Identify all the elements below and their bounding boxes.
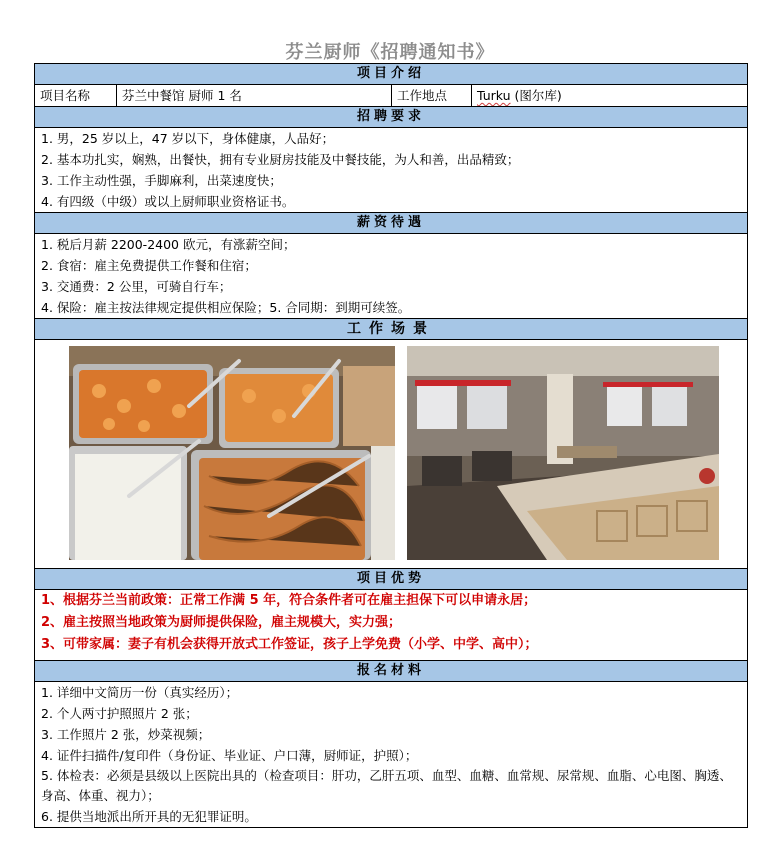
project-name-label: 项目名称 [35, 85, 117, 106]
location-cn: (图尔库) [510, 88, 562, 103]
advantage-item: 1、根据芬兰当前政策：正常工作满 5 年，符合条件者可在雇主担保下可以申请永居； [41, 593, 537, 608]
salary-item: 1. 税后月薪 2200-2400 欧元，有涨薪空间； [41, 237, 296, 252]
salary-item: 3. 交通费：2 公里，可骑自行车； [41, 279, 232, 294]
materials-list [35, 682, 747, 827]
advantages-list [35, 590, 747, 661]
project-info-row [35, 85, 747, 107]
salary-list [35, 234, 747, 319]
work-location-value [472, 85, 747, 106]
section-header-salary: 薪资待遇 [35, 213, 747, 234]
requirement-item: 3. 工作主动性强，手脚麻利，出菜速度快； [41, 173, 282, 188]
material-item: 2. 个人两寸护照照片 2 张； [41, 706, 198, 721]
material-item: 3. 工作照片 2 张，炒菜视频； [41, 727, 211, 742]
material-item: 6. 提供当地派出所开具的无犯罪证明。 [41, 809, 257, 824]
requirement-item: 1. 男，25 岁以上，47 岁以下，身体健康，人品好； [41, 131, 335, 146]
salary-item: 4. 保险：雇主按法律规定提供相应保险；5. 合同期：到期可续签。 [41, 300, 411, 315]
buffet-food-photo [69, 346, 395, 560]
advantage-item: 2、雇主按照当地政策为厨师提供保险，雇主规模大，实力强； [41, 615, 402, 630]
workplace-photos [35, 340, 747, 569]
material-item: 4. 证件扫描件/复印件（身份证、毕业证、户口薄，厨师证，护照）； [41, 748, 418, 763]
project-name-value: 芬兰中餐馆 厨师 1 名 [117, 85, 392, 106]
salary-item: 2. 食宿：雇主免费提供工作餐和住宿； [41, 258, 257, 273]
restaurant-interior-photo [407, 346, 719, 560]
section-header-advantages: 项目优势 [35, 569, 747, 590]
section-header-project-intro: 项目介绍 [35, 64, 747, 85]
requirements-list [35, 128, 747, 213]
section-header-materials: 报名材料 [35, 661, 747, 682]
location-city: Turku [477, 88, 511, 103]
work-location-label: 工作地点 [392, 85, 472, 106]
advantage-item: 3、可带家属：妻子有机会获得开放式工作签证，孩子上学免费（小学、中学、高中）； [41, 637, 538, 652]
material-item: 5. 体检表：必须是县级以上医院出具的（检查项目：肝功，乙肝五项、血型、血糖、血常规、尿常规、血脂、心电图、胸透、身高、体重、视力）； [41, 768, 732, 803]
section-header-workplace: 工作场景 [35, 319, 747, 340]
section-header-requirements: 招聘要求 [35, 107, 747, 128]
requirement-item: 4. 有四级（中级）或以上厨师职业资格证书。 [41, 194, 295, 209]
requirement-item: 2. 基本功扎实，娴熟，出餐快，拥有专业厨房技能及中餐技能，为人和善，出品精致； [41, 152, 520, 167]
document-title: 芬兰厨师《招聘通知书》 [285, 42, 495, 63]
material-item: 1. 详细中文简历一份（真实经历）； [41, 685, 239, 700]
recruitment-sheet [34, 63, 748, 828]
